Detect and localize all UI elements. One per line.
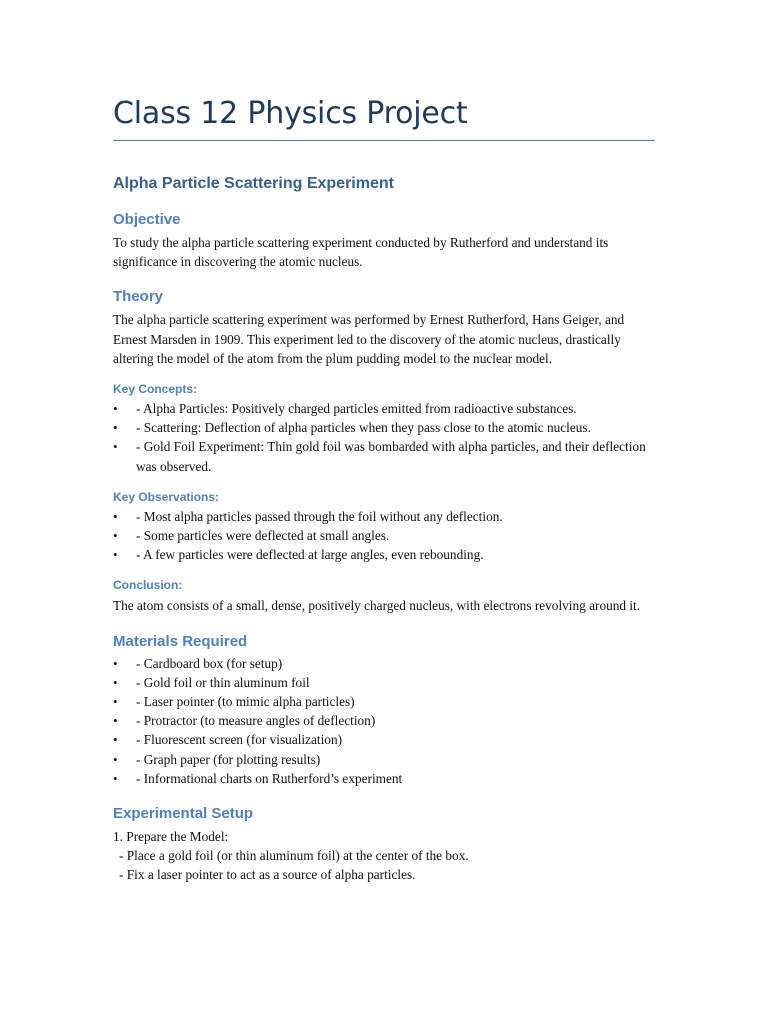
list-item: • - Informational charts on Rutherford’s experiment — [113, 769, 658, 788]
theory-text: The alpha particle scattering experiment was performed by Ernest Rutherford, Hans Geiger, and Ernest Marsden in 1909. This experiment led to the discovery of the atomic nucleus, drastically altering the model of the atom from the plum pudding model to the nuclear model. — [113, 312, 625, 366]
objective-heading: Objective — [113, 211, 181, 228]
list-item: • - Some particles were deflected at small angles. — [113, 526, 658, 545]
bullet-icon: • — [113, 439, 118, 455]
document-title: Class 12 Physics Project — [113, 96, 468, 131]
setup-heading: Experimental Setup — [113, 805, 254, 823]
objective-text: To study the alpha particle scattering experiment conducted by Rutherford and understand its significance in discovering the atomic nucleus. — [113, 235, 609, 270]
bullet-icon: • — [113, 508, 118, 524]
list-item: • - Gold foil or thin aluminum foil — [113, 673, 658, 692]
bullet-icon: • — [113, 528, 118, 544]
list-item: • - Most alpha particles passed through the foil without any deflection. — [113, 507, 658, 526]
conclusion-text: The atom consists of a small, dense, positively charged nucleus, with electrons revolving around it. — [113, 598, 641, 614]
list-item: • - Alpha Particles: Positively charged particles emitted from radioactive substances. — [113, 399, 658, 418]
bullet-icon: • — [113, 694, 118, 710]
conclusion-heading: Conclusion: — [113, 578, 183, 593]
materials-heading: Materials Required — [113, 632, 248, 650]
bullet-icon: • — [113, 674, 118, 690]
document-content — [113, 94, 658, 885]
key-observations-heading: Key Observations: — [113, 489, 220, 504]
materials-list — [113, 654, 658, 788]
bullet-icon: • — [113, 751, 118, 767]
bullet-icon: • — [113, 420, 118, 436]
bullet-icon: • — [113, 655, 118, 671]
list-item: • - A few particles were deflected at large angles, even rebounding. — [113, 545, 658, 564]
setup-steps — [113, 827, 658, 885]
list-item: • - Laser pointer (to mimic alpha particles) — [113, 692, 658, 711]
list-item: • - Protractor (to measure angles of deflection) — [113, 711, 658, 730]
list-item: • - Gold Foil Experiment: Thin gold foil was bombarded with alpha particles, and their deflection was observed. — [113, 439, 646, 474]
setup-substep: - Fix a laser pointer to act as a source of alpha particles. — [119, 867, 416, 883]
title-underline — [113, 140, 655, 141]
theory-heading: Theory — [113, 288, 164, 306]
key-concepts-heading: Key Concepts: — [113, 382, 198, 397]
list-item: • - Scattering: Deflection of alpha particles when they pass close to the atomic nucleus. — [113, 418, 658, 437]
bullet-icon: • — [113, 547, 118, 563]
key-concepts-list — [113, 399, 658, 476]
setup-step-title: 1. Prepare the Model: — [113, 829, 229, 845]
list-item: • - Fluorescent screen (for visualization) — [113, 730, 658, 749]
main-heading: Alpha Particle Scattering Experiment — [113, 175, 394, 192]
key-observations-list — [113, 507, 658, 565]
list-item: • - Graph paper (for plotting results) — [113, 750, 658, 769]
bullet-icon: • — [113, 713, 118, 729]
setup-substep: - Place a gold foil (or thin aluminum foil) at the center of the box. — [119, 848, 469, 864]
list-item: • - Cardboard box (for setup) — [113, 654, 658, 673]
bullet-icon: • — [113, 770, 118, 786]
bullet-icon: • — [113, 401, 118, 417]
bullet-icon: • — [113, 732, 118, 748]
